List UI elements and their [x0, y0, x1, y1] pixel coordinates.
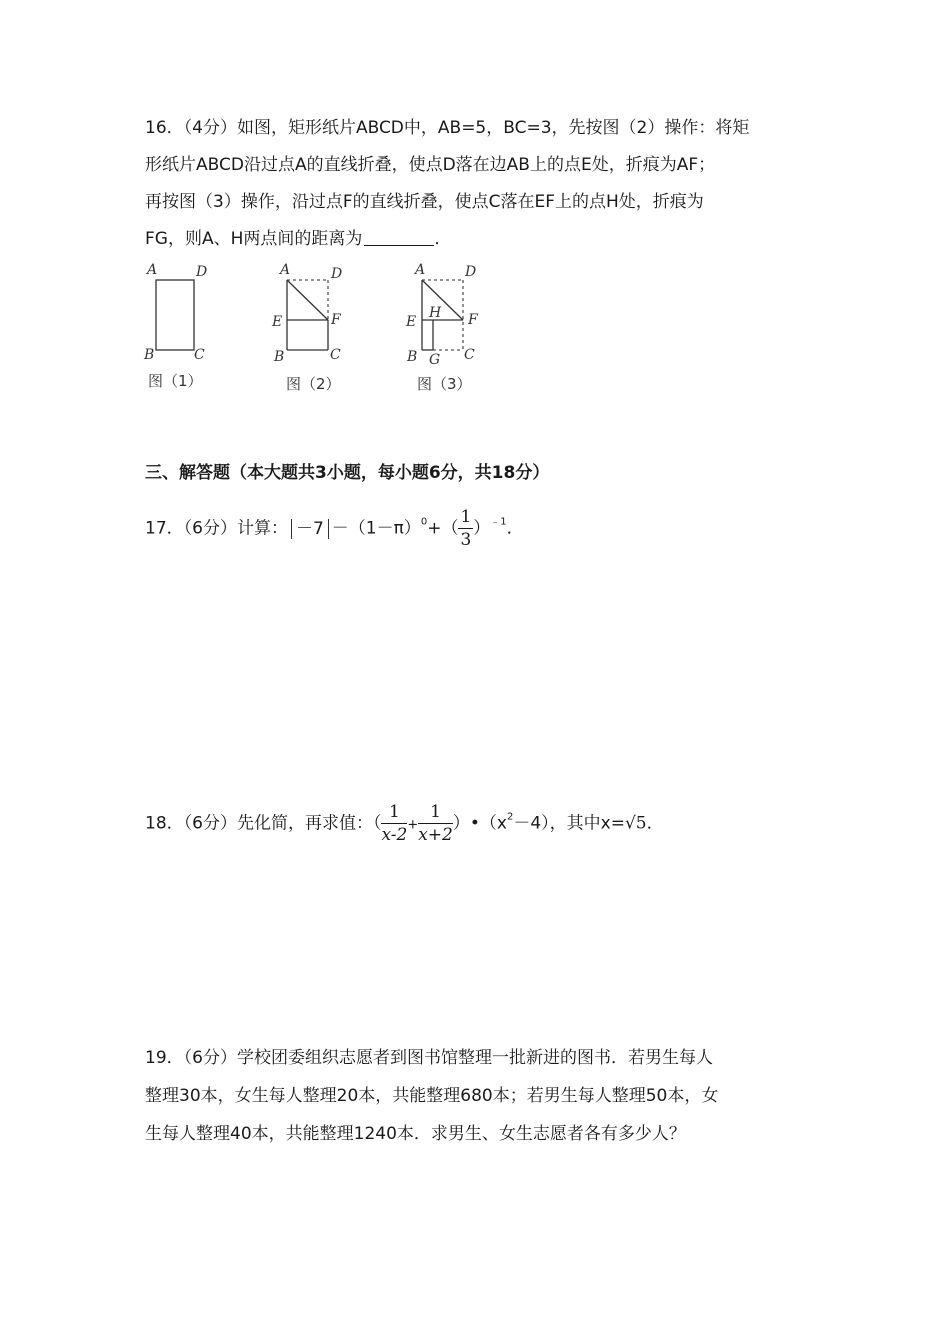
fig1-point-d: D: [196, 264, 208, 280]
q17-end: ．: [506, 518, 524, 539]
q18-f1-num: 1: [381, 803, 407, 824]
q18-prefix: 18．（6分）先化简，再求值：（: [145, 813, 382, 834]
q17-exp-neg1: ﹣1: [490, 516, 507, 528]
section-3-title: 三、解答题（本大题共3小题，每小题6分，共18分）: [145, 463, 550, 483]
fig1-point-c: C: [194, 347, 205, 363]
fig2-label: 图（2）: [286, 375, 341, 393]
q19-line-1: 19．（6分）学校团委组织志愿者到图书馆整理一批新进的图书．若男生每人: [145, 1048, 713, 1068]
figure-3: [405, 262, 479, 393]
q16-figures: [140, 258, 500, 398]
q17-mid: －（1－π）: [331, 518, 421, 539]
q16-line-2: 形纸片ABCD沿过点A的直线折叠，使点D落在边AB上的点E处，折痕为AF；: [145, 155, 716, 175]
q17-plus: +（: [427, 518, 459, 539]
fig3-point-e: E: [406, 314, 417, 330]
figure-1: [143, 262, 207, 390]
fig1-point-b: B: [144, 347, 155, 363]
q18-fraction-2: [418, 803, 453, 844]
crease-af: [287, 280, 328, 320]
q18-f2-num: 1: [418, 803, 453, 824]
fig3-label: 图（3）: [417, 375, 472, 393]
fig3-point-g: G: [429, 352, 441, 368]
q17-prefix: 17．（6分）计算：: [145, 518, 288, 539]
q16-line-4-end: ．: [434, 229, 452, 249]
fig3-point-f: F: [468, 312, 478, 328]
fig3-point-h: H: [429, 305, 442, 321]
q19-line-3: 生每人整理40本，共能整理1240本．求男生、女生志愿者各有多少人？: [145, 1124, 686, 1144]
q17-exp-zero: 0: [420, 516, 428, 528]
q18-tail: －4），其中x=: [513, 813, 625, 834]
q17-frac-num: 1: [460, 507, 472, 527]
fig2-point-f: F: [331, 312, 341, 328]
q16-line-1: 16．（4分）如图，矩形纸片ABCD中，AB=5，BC=3，先按图（2）操作：将矩: [145, 118, 750, 138]
q18-f1-den: x-2: [381, 825, 408, 845]
q18-exp-2: 2: [506, 811, 514, 823]
rect-abcd: [156, 280, 194, 350]
q17-fraction: [458, 508, 473, 549]
fig3-point-a: A: [415, 262, 426, 278]
fig3-point-c: C: [464, 347, 475, 363]
q17-abs-value: －7: [291, 519, 329, 539]
fig2-point-b: B: [274, 349, 285, 365]
q19-line-2: 整理30本，女生每人整理20本，共能整理680本；若男生每人整理50本，女: [145, 1086, 719, 1106]
q18-plus: +: [407, 817, 419, 833]
fig3-point-b: B: [407, 349, 418, 365]
q18-mid: ）•（x: [452, 813, 507, 834]
figure-2: [271, 262, 342, 393]
q16-line-4: [145, 229, 451, 249]
fig1-point-a: A: [147, 262, 158, 278]
fig3-point-d: D: [465, 264, 477, 280]
q18-root: √5: [624, 813, 647, 834]
q17-frac-den: 3: [460, 530, 472, 550]
fig2-point-a: A: [280, 262, 291, 278]
fig1-label: 图（1）: [148, 372, 203, 390]
q16-line-4-text: FG，则A、H两点间的距离为: [145, 229, 363, 249]
q18-end: ．: [646, 813, 664, 834]
q16-line-3: 再按图（3）操作，沿过点F的直线折叠，使点C落在EF上的点H处，折痕为: [145, 192, 704, 212]
q17-line: [145, 508, 524, 549]
q18-fraction-1: [381, 803, 407, 844]
q18-f2-den: x+2: [418, 825, 453, 845]
answer-blank: [364, 229, 434, 246]
q17-close: ）: [473, 518, 491, 539]
q18-line: [145, 803, 664, 844]
fig2-point-c: C: [330, 347, 341, 363]
fig2-point-d: D: [331, 266, 343, 282]
fig2-point-e: E: [272, 314, 283, 330]
